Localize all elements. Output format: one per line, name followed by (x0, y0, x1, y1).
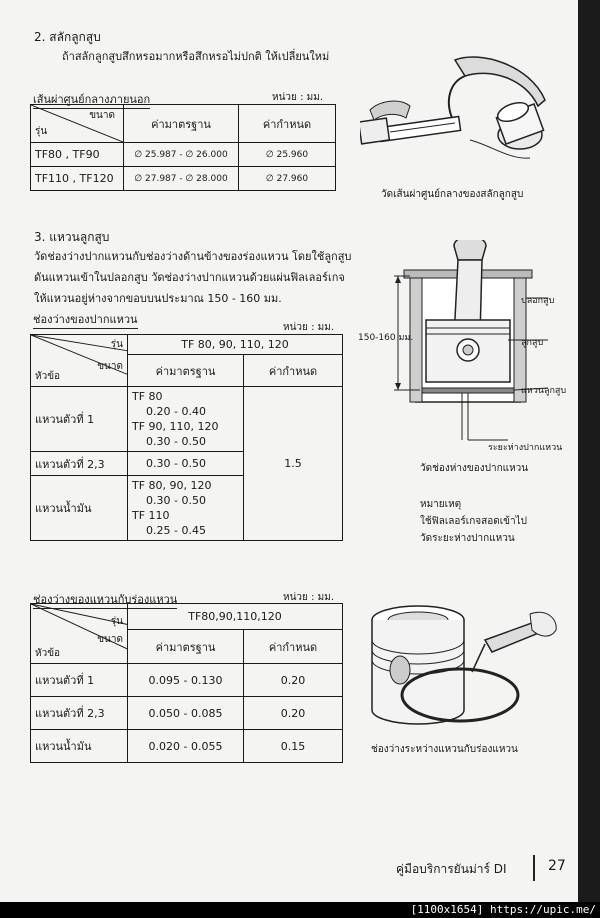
label-piston: ลูกสูบ (521, 338, 544, 348)
label-depth: 150-160 มม. (358, 333, 414, 343)
row-limit: 1.5 (244, 387, 343, 541)
table1-title: ช่องว่างของปากแหวน (33, 310, 138, 329)
footer-title: คู่มือบริการยันม่าร์ DI (396, 862, 507, 876)
section2-heading: 2. สลักลูกสูบ (34, 30, 101, 44)
row-standard: 0.095 - 0.130 (128, 664, 244, 697)
models-header: TF80,90,110,120 (128, 604, 343, 630)
row-standard: ∅ 25.987 - ∅ 26.000 (124, 143, 239, 167)
header-size: ขนาด (89, 110, 115, 121)
micrometer-illustration (360, 40, 560, 190)
row-limit: 0.20 (244, 664, 343, 697)
section2-table-title: เส้นผ่าศูนย์กลางภายนอก (33, 90, 150, 109)
note-title: หมายเหตุ (420, 499, 462, 510)
figure-caption: วัดช่องห่างของปากแหวน (420, 463, 529, 474)
header-model: รุ่น (110, 616, 123, 627)
header-topic: หัวข้อ (35, 648, 61, 659)
row-limit: ∅ 27.960 (239, 167, 336, 191)
section3-line: ดันแหวนเข้าในปลอกสูบ วัดช่องว่างปากแหวนด้วยแผ่นฟิลเลอร์เกจ (34, 271, 345, 284)
section2-text: ถ้าสลักลูกสูบสึกหรอมากหรือสึกหรอไม่ปกติ ให้เปลี่ยนใหม่ (62, 50, 330, 63)
row-item: แหวนตัวที่ 2,3 (31, 452, 128, 476)
col-limit: ค่ากำหนด (244, 355, 343, 387)
row-item: แหวนตัวที่ 1 (31, 664, 128, 697)
row-standard: TF 80, 90, 120 0.30 - 0.50 TF 110 0.25 - 0.45 (128, 476, 244, 541)
section3-line: ให้แหวนอยู่ห่างจากขอบบนประมาณ 150 - 160 มม. (34, 292, 282, 305)
ring-gap-table (30, 334, 343, 541)
row-standard: 0.30 - 0.50 (128, 452, 244, 476)
col-standard: ค่ามาตรฐาน (124, 105, 239, 143)
row-standard: 0.020 - 0.055 (128, 730, 244, 763)
row-item: แหวนตัวที่ 2,3 (31, 697, 128, 730)
row-item: แหวนน้ำมัน (31, 730, 128, 763)
row-item: แหวนตัวที่ 1 (31, 387, 128, 452)
note-line: วัดระยะห่างปากแหวน (420, 533, 515, 544)
row-standard: 0.050 - 0.085 (128, 697, 244, 730)
footer-divider (533, 855, 535, 881)
header-model: รุ่น (110, 339, 123, 350)
figure-caption: วัดเส้นผ่าศูนย์กลางของสลักลูกสูบ (381, 189, 524, 200)
header-topic: หัวข้อ (35, 371, 61, 382)
row-limit: 0.15 (244, 730, 343, 763)
col-standard: ค่ามาตรฐาน (128, 355, 244, 387)
table2-title: ช่องว่างของแหวนกับร่องแหวน (33, 590, 177, 609)
header-model: รุ่น (35, 126, 48, 137)
cylinder-illustration (358, 240, 568, 460)
row-model: TF80 , TF90 (31, 143, 124, 167)
section3-line: วัดช่องว่างปากแหวนกับช่องว่างด้านข้างของร่องแหวน โดยใช้ลูกสูบ (34, 250, 352, 263)
models-header: TF 80, 90, 110, 120 (128, 335, 343, 355)
section2-unit: หน่วย : มม. (272, 92, 323, 103)
table-corner-cell (31, 105, 124, 143)
figure-caption: ช่องว่างระหว่างแหวนกับร่องแหวน (371, 744, 518, 755)
scan-edge (578, 0, 600, 902)
header-size: ขนาด (97, 361, 123, 372)
pin-diameter-table (30, 104, 336, 191)
note-line: ใช้ฟิลเลอร์เกจสอดเข้าไป (420, 516, 527, 527)
table2-unit: หน่วย : มม. (283, 592, 334, 603)
row-standard: ∅ 27.987 - ∅ 28.000 (124, 167, 239, 191)
ring-groove-table (30, 603, 343, 763)
label-ring: แหวนลูกสูบ (521, 386, 567, 396)
col-limit: ค่ากำหนด (244, 630, 343, 664)
header-size: ขนาด (97, 634, 123, 645)
row-limit: 0.20 (244, 697, 343, 730)
row-limit: ∅ 25.960 (239, 143, 336, 167)
col-standard: ค่ามาตรฐาน (128, 630, 244, 664)
watermark-bar (0, 902, 600, 918)
feeler-gauge-illustration (360, 600, 560, 740)
row-item: แหวนน้ำมัน (31, 476, 128, 541)
section3-heading: 3. แหวนลูกสูบ (34, 230, 110, 244)
page-number: 27 (548, 858, 566, 874)
label-gap: ระยะห่างปากแหวน (488, 443, 563, 453)
table-corner-cell (31, 604, 128, 664)
table-corner-cell (31, 335, 128, 387)
col-limit: ค่ากำหนด (239, 105, 336, 143)
watermark-text: [1100x1654] https://upic.me/ (410, 903, 596, 916)
row-model: TF110 , TF120 (31, 167, 124, 191)
row-standard: TF 80 0.20 - 0.40 TF 90, 110, 120 0.30 - 0.50 (128, 387, 244, 452)
label-liner: ปลอกสูบ (521, 296, 555, 306)
table1-unit: หน่วย : มม. (283, 322, 334, 333)
